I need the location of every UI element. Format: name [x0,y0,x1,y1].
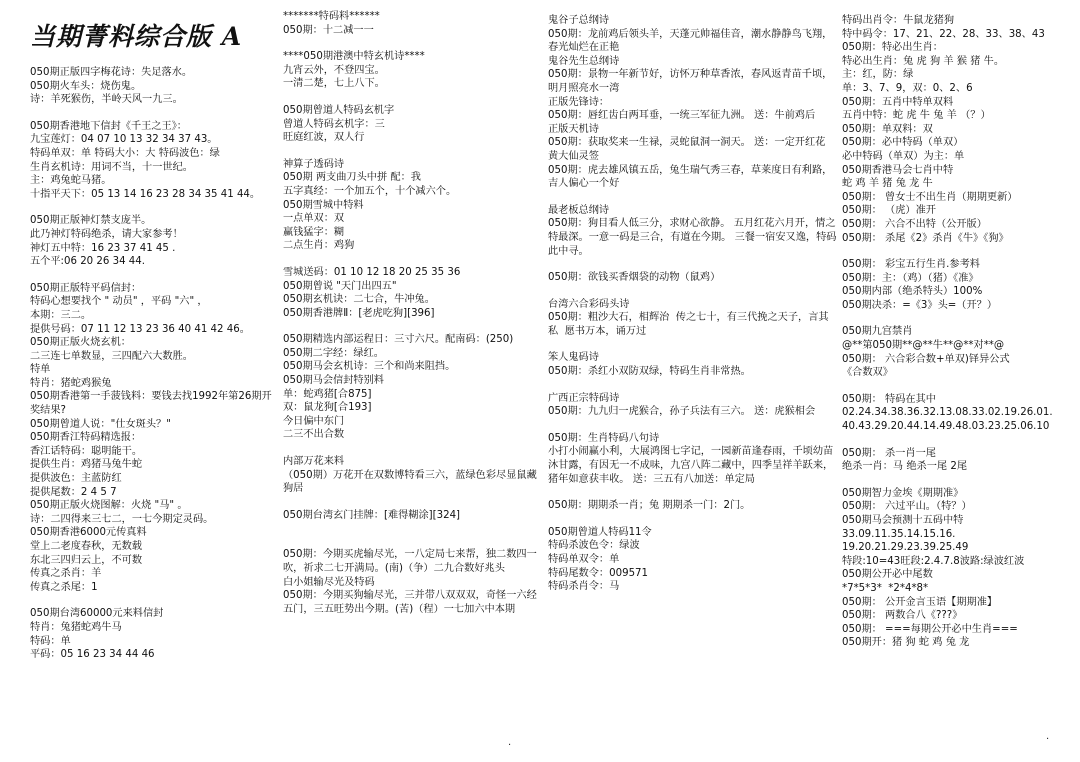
text-line: 最老板总纲诗 [548,204,610,216]
corner-tick-mark: · [1046,734,1050,745]
text-line: 050期香港马会七肖中特 [842,164,954,176]
text-line: 02.24.34.38.36.32.13.08.33.02.19.26.01. [842,407,1053,419]
text-line: 050期：主：（鸡）（猪）《准》 [842,272,979,284]
text-line: 提供生肖：鸡猪马兔牛蛇 [30,459,143,471]
text-line: 特码出肖令：牛鼠龙猪狗 [842,15,955,26]
text-line: 双：鼠龙狗[合193] [283,402,372,414]
text-line: 050期香港第一手菠钱料：要钱去找1992年第26期开奖结果? [30,391,272,417]
text-line: 050期内部（绝杀特头）100% [842,286,983,298]
text-line: （050期）万花开在双数博特看三六，蓝绿色彩尽显鼠藏狗居 [283,469,537,495]
text-line: 19.20.21.29.23.39.25.49 [842,542,969,554]
spacer [548,191,838,204]
text-line: 一点单双：双 [283,213,345,225]
text-line: 050期：今期买虎输尽光，一八定局七来帮，独二数四一吹，祈求二七开满局。(南)（争）二九合数好兆头 [283,549,537,574]
spacer [283,253,545,266]
text-line: 050期：十二减一一 [283,24,374,36]
text-line: 050期火车头：烧伤鬼。 [30,80,142,92]
text-line: 050期：杀红小双防双绿，特码生肖非常热。 [548,366,751,378]
text-line: 特码尾数令：009571 [548,567,649,579]
text-line: 050期：唇红齿白两耳垂，一统三军征九洲。 送：牛前鸡后 [548,110,816,122]
text-line: 特码单双令：单 [548,554,620,565]
text-line: 050期香江特码精选报： [30,432,142,444]
text-line: 050期曾说 "天门出四五" [283,280,397,292]
spacer [842,245,1074,258]
text-line: 050期香港牌Ⅱ：[老虎吃狗][396] [283,307,435,319]
text-line: 笨人鬼码诗 [548,352,599,364]
text-line: 提供波色：主蓝防红 [30,473,122,485]
text-line: 特肖：猪蛇鸡猴兔 [30,377,112,389]
text-line: 050期精选内部运程日：三寸六尺。配南码：(250) [283,334,514,346]
spacer [548,486,838,499]
text-line: 特码心想要找个 " 动员" ，平码 "六" ， [30,296,208,308]
text-line: 050期：获取奖来一生禄，灵蛇鼠洞一洞天。 送：一定开红花 [548,137,826,149]
text-line: 050期公开必中尾数 [842,569,933,581]
spacer [548,285,838,298]
text-line: 单：3、7、9，双：0、2、6 [842,82,973,94]
spacer [548,338,838,351]
text-line: 050期二字经：绿红。 [283,347,384,359]
spacer [842,474,1074,487]
text-line: 《合数双》 [842,367,893,379]
text-line: 050期台湾玄门挂牌：[难得糊涂][324] [283,509,461,521]
text-line: 正版天机诗 [548,123,599,135]
spacer [842,434,1074,447]
text-line: 050期：生肖特码八句诗 [548,432,660,444]
page-title: 当期菁料综合版 A [30,22,243,51]
text-line: 特码单双：单 特码大小：大 特码波色：绿 [30,147,220,159]
spacer [548,258,838,271]
text-line: 旺庭红波，双人行 [283,132,365,144]
text-line: 九宵云外，不登四宝。 [283,64,385,76]
spacer [548,513,838,526]
column-2 [283,0,545,762]
text-line: 050期：虎去雄风镇五岳，兔生瑞气秀三春，草莱度日有利路，吉人偏心一个好 [548,164,833,190]
text-line: 050期：五肖中特单双料 [842,96,954,108]
text-line: 特中码令：17、21、22、28、33、38、43 [842,28,1045,40]
text-line: 050期：九九归一虎猴合，孙子兵法有三六。 送：虎猴相会 [548,406,816,418]
text-line: 050期：必中特码（单双） [842,137,964,149]
text-line: 特码杀肖令：马 [548,581,620,593]
text-line: 生肖玄机诗：用词不当，十一世纪。 [30,161,193,173]
spacer [283,442,545,455]
text-line: 特肖：兔猪蛇鸡牛马 [30,621,122,633]
text-line: @**第050期**@**牛**@**对**@ [842,340,1005,352]
text-line: 二三不出合数 [283,429,345,441]
text-line: 050期智力金埃《期期准》 [842,487,964,499]
text-line: 诗：羊死猴伤，半岭天风一九三。 [30,94,183,106]
text-line: 一清二楚，七上八下。 [283,78,385,90]
text-line: 堂上二老度春秋，无数载 [30,541,143,552]
text-line: 40.43.29.20.44.14.49.48.03.23.25.06.10 [842,421,1050,433]
text-line: 曾道人特码玄机字：三 [283,118,385,130]
column-3 [548,0,838,762]
text-line: 特码杀波色令：绿波 [548,540,640,552]
spacer [283,496,545,509]
text-line: *7*5*3* *2*4*8* [842,582,929,594]
text-line: 白小姐输尽光及特码 [283,576,375,588]
text-line: 小打小闹赢小利，大展鸿图七字记，一园新苗逢春雨，千顷幼苗沐甘露，有因无一不成味，九宫八阵二藏中，四季呈祥羊跃来，猪年如意获丰收。 送：三五有八加送：单定局 [548,446,834,485]
text-line: 050期： （虎）准开 [842,205,936,217]
text-line: 诗：二四得来三七二，一七今期定灵码。 [30,513,214,525]
text-line: 十指平天下：05 13 14 16 23 28 34 35 41 44。 [30,188,261,200]
text-line: 主：鸡兔蛇马猪。 [30,175,112,187]
text-line: 赢钱猛字：糊 [283,226,345,238]
text-line: 本期：三二。 [30,309,92,321]
text-line: 050期： 六合不出特（公开版） [842,218,987,230]
text-line: 平码：05 16 23 34 44 46 [30,649,155,661]
text-line: 050期九宫禁肖 [842,326,913,338]
text-line: 主：红，防：绿 [842,69,914,81]
text-line: 050期香港6000元传真料 [30,527,147,539]
spacer [283,145,545,158]
text-line: 050期： 杀一肖一尾 [842,447,936,459]
text-line: 050期：单双料：双 [842,123,933,135]
text-line: 单：蛇鸡猪[合875] [283,388,372,400]
text-line: *******特码料****** [283,11,380,22]
text-line: 二点生肖：鸡狗 [283,240,355,252]
text-line: 此乃神灯特码绝杀，请大家参考！ [30,228,183,240]
text-line: 050期：今期买狗输尽光，三并带八双双双，奇怪一六经五门，三五旺势出今期。(苦)（程）一七加六中本期 [283,590,537,615]
spacer [30,269,280,282]
text-line: 鬼谷子总纲诗 [548,15,610,26]
spacer [283,91,545,104]
column-4 [842,0,1074,762]
text-line: 必中特码（单双）为主：单 [842,150,965,162]
text-line: 050期开：猪 狗 蛇 鸡 兔 龙 [842,637,970,649]
text-line: 050期： 特码在其中 [842,393,936,405]
spacer [548,419,838,432]
text-line: 特码：单 [30,635,71,647]
text-line: 050期： 公开金言玉语【期期准】 [842,596,998,608]
text-line: 050期： ===每期公开必中生肖=== [842,623,1018,635]
text-line: 050期： 六过平山。（特？） [842,501,972,513]
text-line: 050期：景物一年新节好，访怀万种草香浓，春风返青苗千顷，明月照亮水一湾 [548,69,833,94]
text-line: 今日偏中东门 [283,415,345,427]
text-line: 蛇 鸡 羊 猪 兔 龙 牛 [842,178,933,190]
text-line: ****050期港澳中特玄机诗**** [283,51,425,63]
text-line: 050期：期期杀一肖；兔 期期杀一门：2门。 [548,500,751,512]
text-line: 鬼谷先生总纲诗 [548,55,620,67]
text-line: 传真之杀尾：1 [30,581,98,593]
text-line: 050期：粗沙大石，相辉治 传之七十，有三代挽之天子，言其私 愿书万本，诵万过 [548,312,829,337]
text-line: 050期雪城中特料 [283,199,364,211]
text-line: 特段:10=43旺段:2.4.7.8波路:绿波红波 [842,555,1025,567]
spacer [30,201,280,214]
text-line: 050期玄机诀：二七合，牛冲兔。 [283,294,435,306]
spacer [548,379,838,392]
text-line: 提供尾数：2 4 5 7 [30,486,117,498]
text-line: 050期曾道人特码玄机字 [283,104,395,116]
spacer [30,107,280,120]
text-line: 050期正版火烧玄机： [30,337,131,349]
text-line: 内部万花来料 [283,456,345,468]
text-line: 050期曾道人特码11令 [548,526,652,538]
text-line: 雪城送码：01 10 12 18 20 25 35 36 [283,266,461,278]
spacer [283,535,545,548]
text-line: 二三连七单数显，三四配六大数胜。 [30,350,193,362]
text-line: 050期：龙前鸡后领头羊，天蓬元帅福佳音，潮水静静鸟飞翔，春光灿烂在正艳 [548,28,833,54]
text-line: 传真之杀肖：羊 [30,568,102,580]
text-line: 广西正宗特码诗 [548,392,620,404]
text-line: 050期： 两数合八《???》 [842,610,963,622]
text-line: 五肖中特：蛇 虎 牛 兔 羊 （？） [842,110,991,122]
text-line: 台湾六合彩码头诗 [548,298,630,310]
text-line: 特必出生肖：兔 虎 狗 羊 猴 猪 牛。 [842,55,1005,67]
spacer [842,312,1074,325]
column-1 [30,0,280,762]
text-line: 050期马会信封特别料 [283,375,384,387]
text-line: 050期： 六合彩合数+单双)铎异公式 [842,353,1010,365]
text-line: 050期马会玄机诗：三个和尚来阻挡。 [283,361,456,373]
text-line: 050期台湾60000元来料信封 [30,608,164,620]
text-line: 050期 两支曲刀头中拼 配：我 [283,172,421,184]
text-line: 050期香港地下信封《千王之王》： [30,120,187,132]
text-line: 050期正版四字梅花诗：失足落水。 [30,67,193,78]
text-line: 050期马会预测十五码中特 [842,515,964,526]
text-line: 050期正版神灯禁支庞半。 [30,215,152,227]
text-line: 050期： 彩宝五行生肖.参考料 [842,259,980,271]
text-line: 九宝莲灯：04 07 10 13 32 34 37 43。 [30,134,218,146]
text-line: 神灯五中特：16 23 37 41 45 . [30,242,176,254]
text-line: 050期：欲钱买香烟袋的动物（鼠鸡） [548,272,721,284]
spacer [283,37,545,50]
spacer [283,522,545,535]
text-line: 提供号码：07 11 12 13 23 36 40 41 42 46。 [30,323,250,335]
text-line: 050期曾道人说："仕女斑头？" [30,418,171,430]
spacer [30,594,280,607]
text-line: 绝杀一肖：马 绝杀一尾 2尾 [842,461,968,473]
text-line: 050期：狗目看人低三分，求财心欲静。 五月红花六月开，情之特最深。一意一码是三合，有道在今期。 三餐一宿安又逸，特码此中寻。 [548,218,837,257]
text-line: 香江话特码：聪明能干。 [30,445,143,457]
text-line: 050期： 杀尾《2》杀肖《牛》《狗》 [842,232,1009,244]
spacer [283,320,545,333]
text-line: 050期正版特平码信封： [30,282,142,294]
text-line: 东北三四归云上，不可数 [30,554,143,566]
text-line: 050期：特必出生肖： [842,42,943,54]
page-tick-mark: · [508,740,512,751]
text-line: 特单 [30,364,51,376]
spacer [842,380,1074,393]
text-line: 黄大仙灵签 [548,150,599,162]
text-line: 050期： 曾女士不出生肖（期期更新） [842,191,1018,203]
text-line: 神算子透码诗 [283,158,345,170]
text-line: 050期正版火烧图解：火烧 "马" 。 [30,500,188,512]
text-line: 五字真经：一个加五个，十个减六个。 [283,185,457,197]
text-line: 050期决杀：=《3》头=（开？） [842,299,998,311]
text-line: 33.09.11.35.14.15.16. [842,528,956,540]
text-line: 五个平:06 20 26 34 44. [30,256,146,268]
text-line: 正版先锋诗： [548,96,610,108]
